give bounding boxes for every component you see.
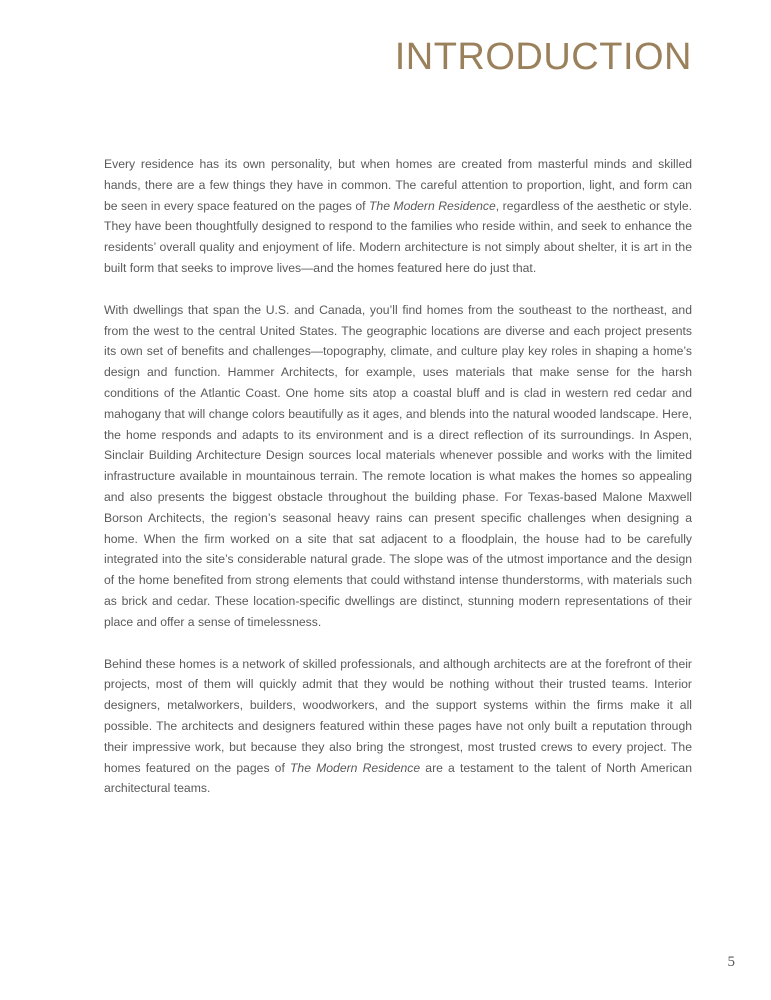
body-text (104, 154, 692, 820)
paragraph-1-book-title: The Modern Residence (368, 198, 496, 213)
paragraph-2-text: With dwellings that span the U.S. and Canada, you’ll find homes from the southeast to the northeast, and from the west to the central United States. The geographic locations are diverse and each project presents its own set of benefits and challenges—topography, climate, and culture play key roles in shaping a home’s design and function. Hammer Architects, for example, uses materials that make sense for the harsh conditions of the Atlantic Coast. One home sits atop a coastal bluff and is clad in western red cedar and mahogany that will change colors beautifully as it ages, and blends into the natural wooded landscape. Here, the home responds and adapts to its environment and is a direct reflection of its surroundings. In Aspen, Sinclair Building Architecture Design sources local materials whenever possible and works with the limited infrastructure available in mountainous terrain. The remote location is what makes the homes so appealing and also presents the biggest obstacle throughout the building phase. For Texas-based Malone Maxwell Borson Architects, the region’s seasonal heavy rains can present specific challenges when designing a home. When the firm worked on a site that sat adjacent to a floodplain, the house had to be carefully integrated into the site’s considerable natural grade. The slope was of the utmost importance and the design of the home benefited from strong elements that could withstand intense thunderstorms, with materials such as brick and cedar. These location-specific dwellings are distinct, stunning modern representations of their place and offer a sense of timelessness. (104, 302, 692, 629)
page-number: 5 (727, 954, 735, 970)
paragraph-3 (104, 654, 692, 800)
paragraph-1-text-a: Every residence has its own personality, but when homes are created from masterful minds and skilled hands, there are a few things they have in common. The careful attention to proportion, light, and form can be seen in every space featured on the pages of (104, 157, 692, 213)
paragraph-1-text-b: , regardless of the aesthetic or style. They have been thoughtfully designed to respond to the families who reside within, and seek to enhance the residents’ overall quality and enjoyment of life. Modern architecture is not simply about shelter, it is art in the built form that seeks to improve lives—and the homes featured here do just that. (104, 198, 692, 275)
paragraph-3-text-a: Behind these homes is a network of skilled professionals, and although architects are at the forefront of their projects, most of them will quickly admit that they would be nothing without their trusted teams. Interior designers, metalworkers, builders, woodworkers, and the support systems within the firms make it all possible. The architects and designers featured within these pages have not only built a reputation through their impressive work, but because they also bring the strongest, most trusted crews to every project. The homes featured on the pages of (104, 656, 692, 775)
paragraph-2 (104, 300, 692, 633)
page-title: INTRODUCTION (394, 36, 692, 78)
paragraph-1 (104, 154, 692, 279)
paragraph-3-text-b: are a testament to the talent of North American architectural teams. (104, 760, 692, 796)
paragraph-3-book-title: The Modern Residence (289, 760, 421, 775)
